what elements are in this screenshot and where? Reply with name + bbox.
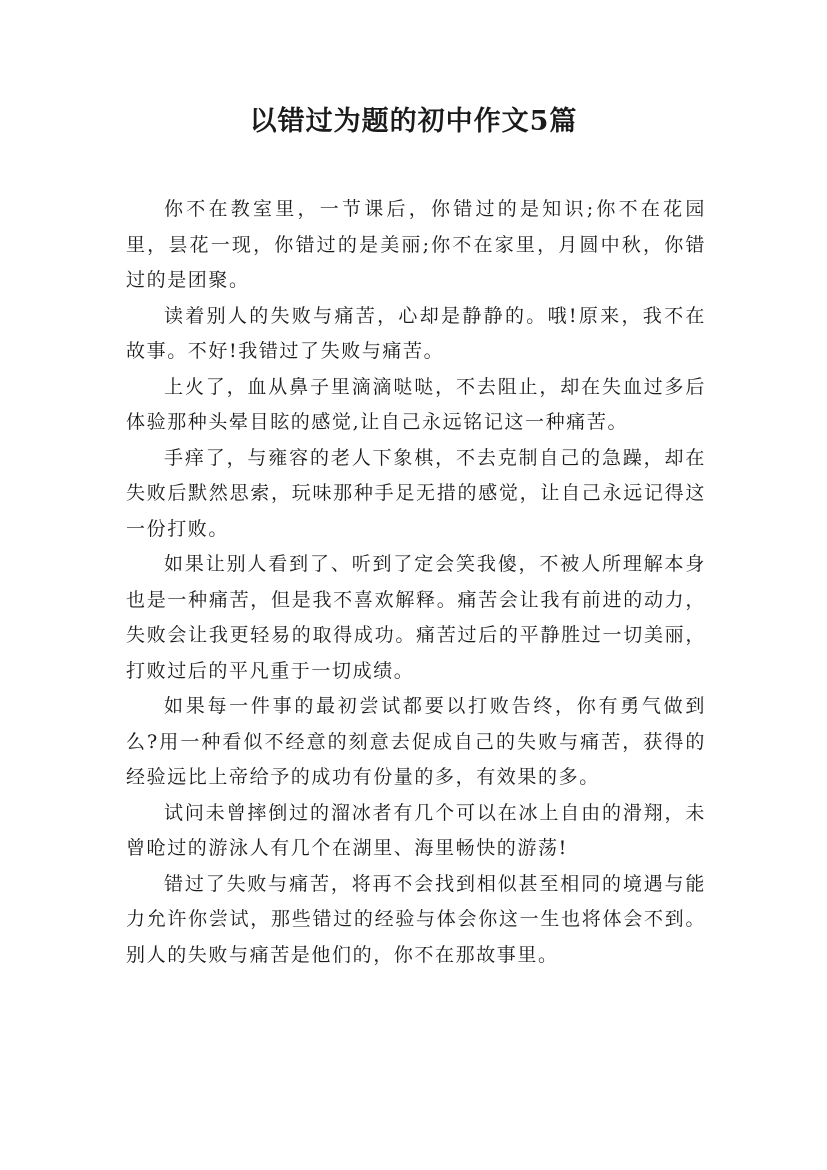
paragraph-7: 试问未曾摔倒过的溜冰者有几个可以在冰上自由的滑翔，未曾呛过的游泳人有几个在湖里、海里畅快的游荡! (126, 801, 706, 859)
document-body (126, 192, 706, 973)
paragraph-1: 你不在教室里，一节课后，你错过的是知识;你不在花园里，昙花一现，你错过的是美丽;你不在家里，月圆中秋，你错过的是团聚。 (126, 198, 706, 291)
paragraph-2: 读着别人的失败与痛苦，心却是静静的。哦!原来，我不在故事。不好!我错过了失败与痛苦。 (126, 304, 706, 362)
document-title: 以错过为题的初中作文5篇 (249, 106, 578, 137)
paragraph-4: 手痒了，与雍容的老人下象棋，不去克制自己的急躁，却在失败后默然思索，玩味那种手足无措的感觉，让自己永远记得这一份打败。 (126, 446, 706, 540)
paragraph-8: 错过了失败与痛苦，将再不会找到相似甚至相同的境遇与能力允许你尝试，那些错过的经验与体会你这一生也将体会不到。别人的失败与痛苦是他们的，你不在那故事里。 (126, 872, 706, 966)
paragraph-5: 如果让别人看到了、听到了定会笑我傻，不被人所理解本身也是一种痛苦，但是我不喜欢解释。痛苦会让我有前进的动力，失败会让我更轻易的取得成功。痛苦过后的平静胜过一切美丽，打败过后的平凡重于一切成绩。 (126, 553, 706, 682)
paragraph-3: 上火了，血从鼻子里滴滴哒哒，不去阻止，却在失血过多后体验那种头晕目眩的感觉,让自己永远铭记这一种痛苦。 (126, 375, 706, 433)
paragraph-6: 如果每一件事的最初尝试都要以打败告终，你有勇气做到么?用一种看似不经意的刻意去促成自己的失败与痛苦，获得的经验远比上帝给予的成功有份量的多，有效果的多。 (126, 695, 706, 788)
